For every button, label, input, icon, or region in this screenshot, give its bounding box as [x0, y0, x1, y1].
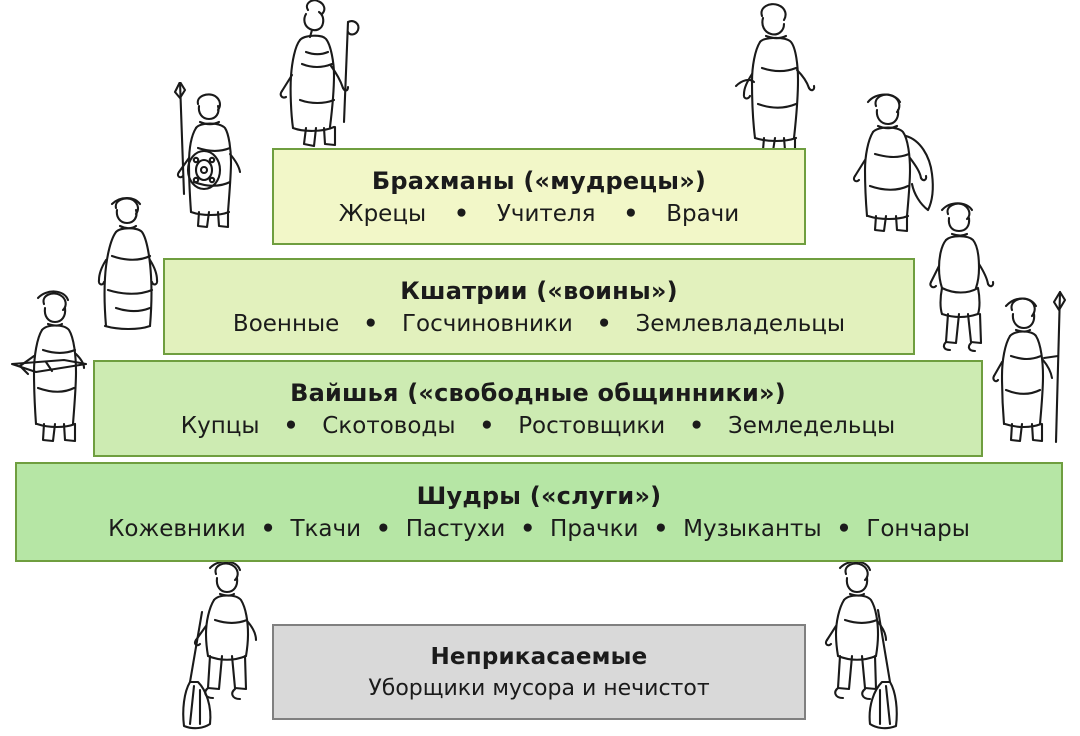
role-item: Земледельцы [727, 412, 896, 439]
figure-warrior-with-spear-and-shield [162, 82, 262, 242]
tier-kshatriyas [163, 258, 915, 355]
role-item: Кожевники [108, 516, 246, 542]
figure-farmer-bare-chested [916, 196, 1006, 356]
role-separator: • [454, 200, 469, 227]
tier-brahmans [272, 148, 806, 245]
tier-roles [362, 676, 715, 701]
role-item: Учителя [496, 200, 596, 227]
figure-merchant-with-tray [6, 284, 106, 454]
figure-sweeper-with-broom-left [178, 556, 278, 732]
figure-scholar-with-scroll [726, 0, 836, 152]
figure-sage-with-staff [262, 0, 372, 150]
figure-sweeper-with-broom-right [810, 556, 910, 732]
role-item: Музыканты [683, 516, 822, 542]
tier-roles [95, 516, 983, 542]
role-item: Врачи [666, 200, 740, 227]
tier-untouchables [272, 624, 806, 720]
role-item: Землевладельцы [635, 310, 846, 337]
tier-title: Кшатрии («воины») [400, 276, 678, 305]
role-item: Уборщики мусора и нечистот [368, 675, 710, 701]
role-item: Жрецы [338, 200, 427, 227]
tier-vaishyas [93, 360, 983, 457]
role-item: Ткачи [290, 516, 362, 542]
tier-roles [211, 311, 867, 337]
tier-shudras [15, 462, 1063, 562]
role-separator: • [283, 412, 299, 439]
role-separator: • [623, 200, 639, 227]
figure-warrior-with-cloak [838, 84, 948, 244]
role-separator: • [376, 516, 391, 542]
role-separator: • [596, 310, 612, 337]
tier-roles [159, 413, 917, 439]
role-separator: • [363, 310, 379, 337]
role-separator: • [689, 412, 704, 439]
role-item: Военные [232, 310, 340, 337]
tier-title: Брахманы («мудрецы») [371, 166, 707, 195]
role-item: Купцы [180, 412, 260, 439]
role-item: Госчиновники [402, 310, 573, 337]
role-separator: • [479, 412, 495, 439]
role-separator: • [836, 516, 852, 542]
tier-title: Шудры («слуги») [416, 482, 662, 510]
tier-roles [313, 201, 765, 227]
role-separator: • [653, 516, 669, 542]
tier-title: Неприкасаемые [430, 643, 648, 670]
role-item: Гончары [866, 516, 970, 542]
role-separator: • [260, 516, 276, 542]
role-separator: • [520, 516, 536, 542]
role-item: Пастухи [405, 516, 506, 542]
tier-title: Вайшья («свободные общинники») [290, 378, 786, 407]
role-item: Ростовщики [518, 412, 666, 439]
role-item: Прачки [550, 516, 639, 542]
figure-guard-with-turban [988, 288, 1080, 458]
role-item: Скотоводы [322, 412, 456, 439]
